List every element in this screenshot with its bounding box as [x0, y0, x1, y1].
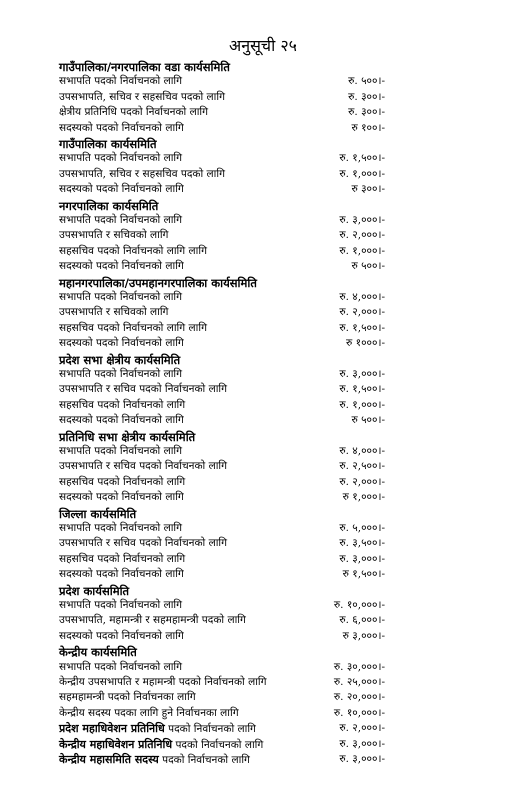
fee-amount: रु. ३,०००।- — [339, 737, 385, 750]
fee-label-text: सदस्यको पदको निर्वाचनको लागि — [59, 183, 184, 196]
fee-amount: रु. २५,०००।- — [333, 676, 385, 688]
fee-label-text: सहसचिव पदको निर्वाचनको लागि — [59, 475, 186, 488]
fee-label-text: सभापति पदको निर्वाचनको लागि — [59, 214, 183, 226]
section-heading: महानगरपालिका/उपमहानगरपालिका कार्यसमिति — [59, 275, 257, 290]
fee-amount: रु. ३०,०००।- — [333, 660, 385, 673]
fee-label — [59, 475, 185, 490]
fee-row — [59, 475, 385, 490]
fee-row — [59, 567, 385, 582]
section-heading: नगरपालिका कार्यसमिति — [59, 198, 159, 213]
fee-amount: रु. १,५००।- — [339, 321, 385, 334]
fee-row — [59, 521, 385, 536]
fee-amount: रु. २,०००।- — [339, 229, 385, 242]
fee-row — [59, 721, 385, 736]
document-title: अनुसूची २५ — [229, 36, 297, 55]
fee-label-bold: केन्द्रीय महासमिति सदस्य — [59, 753, 159, 766]
fee-label — [59, 90, 225, 105]
fee-label-text: सदस्यको पदको निर्वाचनको लागि — [59, 414, 184, 427]
fee-label — [59, 336, 184, 351]
fee-label-text: उपसभापति, सचिव र सहसचिव पदको लागि — [59, 90, 226, 103]
fee-label-text: सदस्यको पदको निर्वाचनको लागि — [59, 337, 184, 350]
fee-label — [59, 567, 184, 582]
fee-amount: रु. २,०००।- — [339, 722, 385, 735]
fee-label — [59, 629, 184, 644]
fee-row — [59, 336, 385, 351]
fee-label-text: उपसभापति, सचिव र सहसचिव पदको लागि — [59, 167, 226, 180]
fee-label-text: सहसचिव पदको निर्वाचनको लागि — [59, 552, 186, 565]
fee-row — [59, 752, 385, 767]
fee-row — [59, 151, 385, 166]
fee-row — [59, 244, 385, 259]
fee-label — [59, 105, 208, 120]
fee-label — [59, 660, 182, 675]
fee-amount: रु. १,५००।- — [339, 383, 385, 396]
fee-label-text: सहसचिव पदको निर्वाचनको लागि लागि — [59, 321, 207, 334]
fee-amount: रु. ३००।- — [348, 106, 385, 119]
fee-label-text: पदको निर्वाचनको लागि — [172, 738, 264, 751]
fee-amount: रु. १,५००।- — [339, 152, 385, 165]
fee-row — [59, 321, 385, 336]
fee-label — [59, 721, 256, 737]
fee-label-text: सदस्यको पदको निर्वाचनको लागि — [59, 568, 184, 581]
fee-row — [59, 598, 385, 613]
fee-label — [59, 290, 182, 305]
fee-amount: रु. ५००।- — [348, 75, 385, 88]
section-heading: गाउँपालिका कार्यसमिति — [59, 137, 157, 151]
fee-amount: रु. २०,०००।- — [333, 691, 385, 704]
fee-label-text: सभापति पदको निर्वाचनको लागि — [59, 291, 183, 303]
fee-amount: रु. २,०००।- — [339, 475, 385, 488]
fee-label-text: उपसभापति र सचिव पदको निर्वाचनको लागि — [59, 383, 228, 396]
fee-label — [59, 752, 250, 768]
fee-label — [59, 521, 182, 536]
fee-label-text: सहमहामन्त्री पदको निर्वाचनका लागि — [59, 691, 196, 704]
fee-amount: रु. १,०००।- — [339, 167, 385, 180]
fee-amount: रु ३००।- — [351, 183, 385, 196]
fee-amount: रु. २,५००।- — [339, 460, 385, 473]
fee-amount: रु. ६,०००।- — [339, 614, 385, 627]
fee-row — [59, 121, 385, 136]
fee-label-text: क्षेत्रीय प्रतिनिधि पदको निर्वाचनको लागि — [59, 106, 209, 119]
section-heading: प्रतिनिधि सभा क्षेत्रीय कार्यसमिति — [59, 429, 196, 444]
fee-label-text: पदको निर्वाचनको लागि — [164, 723, 256, 736]
fee-label — [59, 598, 182, 613]
fee-label-text: पदको निर्वाचनको लागि — [158, 754, 250, 766]
fee-row — [59, 167, 385, 182]
fee-amount: रु. ३,५००।- — [339, 537, 385, 550]
fee-row — [59, 536, 385, 551]
fee-label — [59, 244, 207, 259]
section-heading: केन्द्रीय कार्यसमिति — [59, 645, 137, 660]
fee-label — [59, 74, 182, 89]
fee-label — [59, 444, 182, 459]
fee-amount: रु. ३,०००।- — [339, 552, 385, 565]
fee-label — [59, 382, 227, 397]
fee-label-text: उपसभापति र सचिव पदको निर्वाचनको लागि — [59, 537, 228, 550]
fee-label — [59, 706, 239, 721]
fee-amount: रु. ३,०००।- — [339, 753, 385, 765]
fee-label-bold: केन्द्रीय महाधिवेशन प्रतिनिधि — [59, 737, 173, 751]
fee-label — [59, 398, 185, 413]
fee-label — [59, 182, 184, 197]
fee-amount: रु १०००।- — [346, 337, 385, 350]
fee-label-text: सभापति पदको निर्वाचनको लागि — [59, 445, 183, 457]
fee-row — [59, 382, 385, 397]
fee-amount: रु ५००।- — [351, 260, 385, 273]
fee-amount: रु. १०,०००।- — [333, 706, 385, 719]
fee-label-text: सभापति पदको निर्वाचनको लागि — [59, 660, 183, 673]
fee-label-text: सदस्यको पदको निर्वाचनको लागि — [59, 629, 184, 642]
fee-label-text: उपसभापति, महामन्त्री र सहमहामन्त्री पदको लागि — [59, 614, 246, 627]
fee-label — [59, 321, 207, 336]
fee-label-text: केन्द्रीय सदस्य पदका लागि हुने निर्वाचनका लागि — [59, 706, 239, 719]
fee-amount: रु. १,०००।- — [339, 244, 385, 257]
fee-amount: रु. ३,०००।- — [339, 214, 385, 226]
fee-label-text: सभापति पदको निर्वाचनको लागि — [59, 599, 183, 611]
fee-label-text: केन्द्रीय उपसभापति र महामन्त्री पदको निर्वाचनको लागि — [59, 676, 267, 688]
fee-amount: रु. २,०००।- — [339, 306, 385, 319]
fee-amount: रु. ३००।- — [348, 90, 385, 103]
fee-row — [59, 690, 385, 705]
fee-row — [59, 706, 385, 721]
fee-amount: रु. १०,०००।- — [333, 599, 385, 611]
fee-row — [59, 367, 385, 382]
fee-amount: रु ३,०००।- — [342, 629, 385, 642]
fee-label — [59, 675, 267, 690]
section-heading: जिल्ला कार्यसमिति — [59, 506, 137, 521]
fee-label — [59, 536, 227, 551]
fee-label — [59, 228, 168, 243]
fee-label — [59, 613, 246, 628]
fee-label — [59, 490, 184, 505]
section-heading: प्रदेश कार्यसमिति — [59, 583, 130, 598]
fee-row — [59, 613, 385, 628]
section-heading: गाउँपालिका/नगरपालिका वडा कार्यसमिति — [59, 60, 230, 74]
fee-label — [59, 552, 185, 567]
fee-row — [59, 182, 385, 197]
fee-row — [59, 737, 385, 752]
section-heading: प्रदेश सभा क्षेत्रीय कार्यसमिति — [59, 352, 181, 367]
fee-row — [59, 259, 385, 274]
fee-row — [59, 305, 385, 320]
fee-label-text: सदस्यको पदको निर्वाचनको लागि — [59, 491, 184, 504]
fee-label — [59, 737, 263, 753]
fee-row — [59, 552, 385, 567]
fee-row — [59, 105, 385, 120]
fee-amount: रु. ५,०००।- — [339, 522, 385, 534]
fee-label-text: उपसभापति र सचिवको लागि — [59, 306, 169, 319]
fee-label — [59, 690, 196, 705]
fee-label — [59, 259, 184, 274]
fee-row — [59, 490, 385, 505]
fee-label-text: सदस्यको पदको निर्वाचनको लागि — [59, 121, 184, 134]
fee-label — [59, 151, 182, 166]
fee-row — [59, 74, 385, 89]
fee-amount: रु १,०००।- — [342, 491, 385, 504]
fee-label-text: सदस्यको पदको निर्वाचनको लागि — [59, 260, 184, 273]
fee-label — [59, 213, 182, 228]
fee-label — [59, 367, 182, 382]
fee-amount: रु. ३,०००।- — [339, 368, 385, 380]
fee-label — [59, 413, 184, 428]
fee-amount: रु. १,०००।- — [339, 398, 385, 411]
fee-row — [59, 629, 385, 644]
fee-row — [59, 675, 385, 690]
fee-label — [59, 305, 168, 320]
fee-row — [59, 398, 385, 413]
fee-row — [59, 444, 385, 459]
fee-row — [59, 213, 385, 228]
fee-label — [59, 167, 225, 182]
fee-label-text: सहसचिव पदको निर्वाचनको लागि लागि — [59, 244, 207, 257]
fee-amount: रु ५००।- — [351, 414, 385, 427]
fee-row — [59, 90, 385, 105]
fee-label — [59, 121, 184, 136]
fee-label-text: सभापति पदको निर्वाचनको लागि — [59, 75, 183, 88]
fee-label-bold: प्रदेश महाधिवेशन प्रतिनिधि — [59, 722, 165, 736]
fee-row — [59, 228, 385, 243]
fee-label-text: सभापति पदको निर्वाचनको लागि — [59, 152, 183, 165]
fee-label-text: उपसभापति र सचिव पदको निर्वाचनको लागि — [59, 460, 228, 473]
fee-row — [59, 459, 385, 474]
fee-row — [59, 290, 385, 305]
fee-row — [59, 660, 385, 675]
fee-amount: रु १००।- — [351, 121, 385, 134]
fee-label-text: सहसचिव पदको निर्वाचनको लागि — [59, 398, 186, 411]
fee-label-text: सभापति पदको निर्वाचनको लागि — [59, 522, 183, 534]
fee-amount: रु १,५००।- — [342, 568, 385, 581]
fee-label — [59, 459, 227, 474]
fee-label-text: सभापति पदको निर्वाचनको लागि — [59, 368, 183, 380]
fee-label-text: उपसभापति र सचिवको लागि — [59, 229, 169, 242]
fee-amount: रु. ४,०००।- — [339, 291, 385, 303]
fee-amount: रु. ४,०००।- — [339, 445, 385, 457]
fee-row — [59, 413, 385, 428]
